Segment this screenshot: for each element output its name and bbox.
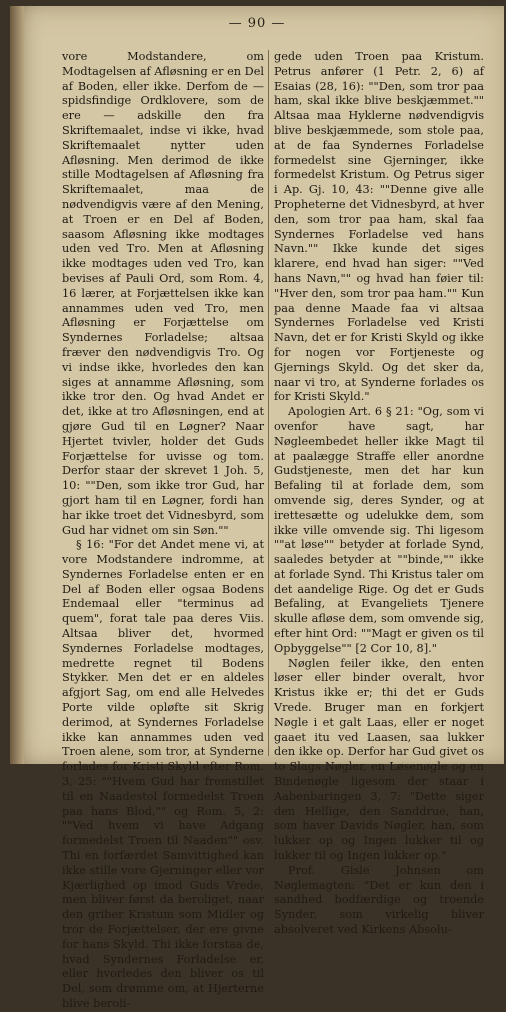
page-gutter <box>10 6 24 764</box>
left-paragraph-1: vore Modstandere, om Modtagelsen af Afløsning er en Del af Boden, eller ikke. Derfom de — spidsfindige Ordklovere, som de ere — adskille den fra Skriftemaalet, indse vi ikke, hvad Skriftemaalet nytter uden Afløsning. Men derimod de ikke stille Modtagelsen af Afløsning fra Skriftemaalet, maa de nødvendigvis være af den Mening, at Troen er en Del af Boden, saasom Afløsning ikke modtages uden ved Tro. Men at Afløsning ikke modtages uden ved Tro, kan bevises af Pauli Ord, som Rom. 4, 16 lærer, at Forjættelsen ikke kan annammes uden ved Tro, men Afløsning er Forjættelse om Syndernes Forladelse; altsaa fræver den nødvendigvis Tro. Og vi indse ikke, hvorledes den kan siges at annamme Afløsning, som ikke tror den. Og hvad Andet er det, ikke at tro Afløsningen, end at gjøre Gud til en Løgner? Naar Hjertet tvivler, holder det Guds Forjættelse for uvisse og tom. Derfor staar der skrevet 1 Joh. 5, 10: ""Den, som ikke tror Gud, har gjort ham til en Løgner, fordi han har ikke troet det Vidnesbyrd, som Gud har vidnet om sin Søn."" <box>62 50 264 537</box>
right-paragraph-4: Prof. Gisle Johnsen om Nøglemagten: "Det er kun den i sandhed bodfærdige og troende Synder, som virkelig bliver absolveret ved Kirkens Absolu- <box>274 863 484 937</box>
book-page <box>10 6 504 1010</box>
right-paragraph-2: Apologien Art. 6 § 21: "Og, som vi ovenfor have sagt, har Nøgleembedet heller ikke Magt til at paalægge Straffe eller anordne Gudstjeneste, men det har kun Befaling til at forlade dem, som omvende sig, deres Synder, og at irettesætte og udelukke dem, som ikke ville omvende sig. Thi ligesom ""at løse"" betyder at forlade Synd, saaledes betyder at ""binde,"" ikke at forlade Synd. Thi Kristus taler om det aandelige Rige. Og det er Guds Befaling, at Evangeliets Tjenere skulle afløse dem, som omvende sig, efter hint Ord: ""Magt er given os til Opbyggelse"" [2 Cor 10, 8]." <box>274 405 484 655</box>
right-column <box>274 50 484 937</box>
right-paragraph-1: gede uden Troen paa Kristum. Petrus anfører (1 Petr. 2, 6) af Esaias (28, 16): ""Den, som tror paa ham, skal ikke blive beskjæmmet."" Altsaa maa Hyklerne nødvendigvis blive beskjæmmede, som stole paa, at de faa Syndernes Forladelse formedelst sine Gjerninger, ikke formedelst Kristum. Og Petrus siger i Ap. Gj. 10, 43: ""Denne give alle Propheterne det Vidnesbyrd, at hver den, som tror paa ham, skal faa Syndernes Forladelse ved hans Navn."" Ikke kunde det siges klarere, end hvad han siger: ""Ved hans Navn,"" og hvad han føier til: "Hver den, som tror paa ham."" Kun paa denne Maade faa vi altsaa Syndernes Forladelse ved Kristi Navn, det er for Kristi Skyld og ikke for nogen vor Fortjeneste og Gjernings Skyld. Og det sker da, naar vi tro, at Synderne forlades os for Kristi Skyld." <box>274 50 484 404</box>
left-paragraph-2: § 16: "For det Andet mene vi, at vore Modstandere indromme, at Syndernes Forladelse enten er en Del af Boden eller ogsaa Bodens Endemaal eller "terminus ad quem", forat tale paa deres Viis. Altsaa bliver det, hvormed Syndernes Forladelse modtages, medrette regnet til Bodens Stykker. Men det er en aldeles afgjort Sag, om end alle Helvedes Porte vilde opløfte sit Skrig derimod, at Syndernes Forladelse ikke kan annammes uden ved Troen alene, som tror, at Synderne forlades for Kristi Skyld efter Rom. 3, 25: ""Hvem Gud har fremstillet til en Naadestol formedelst Troen paa hans Blod,"" og Rom. 5, 2: ""Ved hvem vi have Adgang formedelst Troen til Naaden"" osv. Thi en forfærdet Samvittighed kan ikke stille vore Gjerninger eller vor Kjærlighed op imod Guds Vrede, men bliver først da beroliget, naar den griber Kristum som Midler og tror de Forjættelser, der ere givne for hans Skyld. Thi ikke forstaa de, hvad Syndernes Forladelse er, eller hvorledes den bliver os til Del, som drømme om, at Hjerterne blive beroli- <box>62 538 264 1010</box>
left-column <box>62 50 264 1010</box>
right-paragraph-3: Nøglen feiler ikke, den enten løser eller binder overalt, hvor Kristus ikke er; thi det er Guds Vrede. Bruger man en forkjert Nøgle i et galt Laas, eller er noget gaaet itu ved Laasen, saa lukker den ikke op. Derfor har Gud givet os to Slags Nøgler, en Løsenøgle og en Bindenøgle ligesom der staar i Aabenbaringen 3, 7: "Dette siger den Hellige, den Sanddrue, han, som haver Davids Nøgler, han, som lukker op og Ingen lukker til og lukker til og Ingen lukker op." <box>274 656 484 863</box>
page-number: — 90 — <box>228 16 286 31</box>
column-divider <box>268 50 269 756</box>
